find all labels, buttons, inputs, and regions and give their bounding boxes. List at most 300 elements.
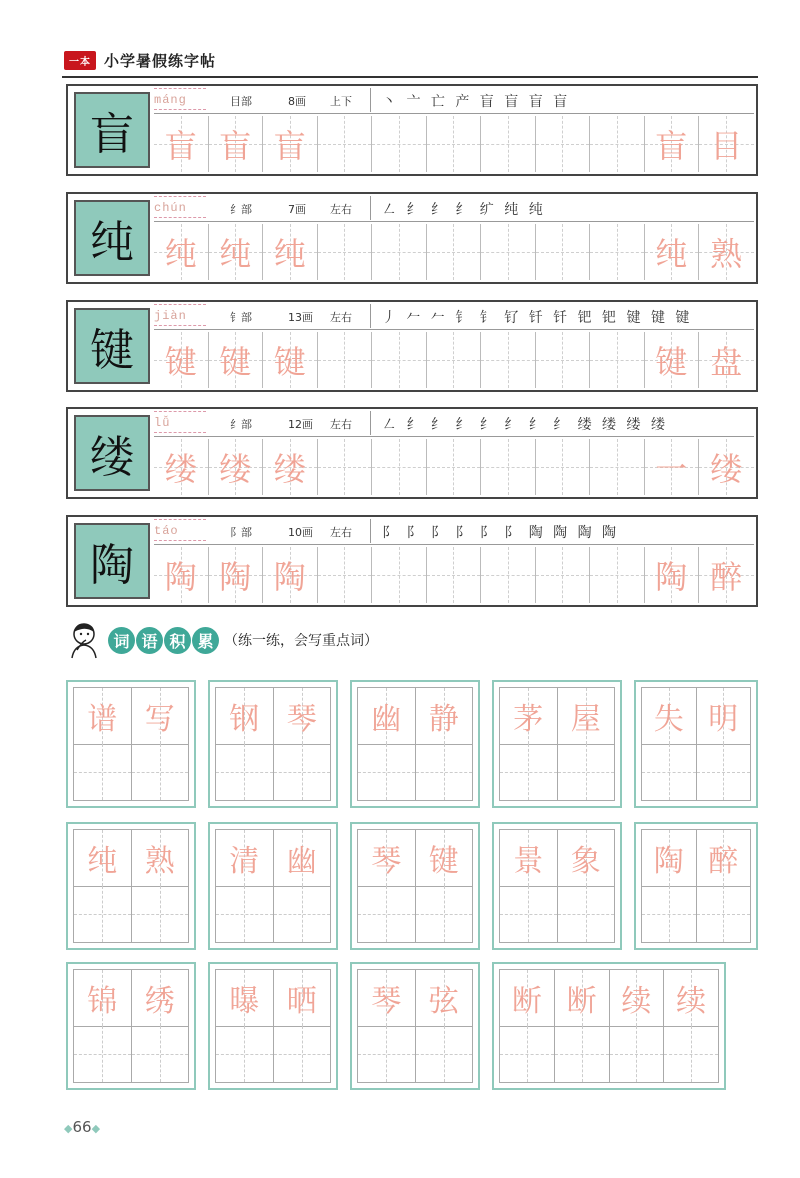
model-character-box [74,523,150,599]
model-character: 键 [90,325,134,376]
word-box [492,962,726,1090]
word-trace-character: 幽 [371,702,402,737]
badge-group [108,627,220,654]
practice-cell[interactable] [645,224,700,280]
word-cell[interactable] [216,688,274,800]
word-trace-character: 景 [513,844,544,879]
practice-cell[interactable] [590,439,645,495]
word-trace-character: 幽 [286,844,317,879]
practice-cell[interactable] [481,332,536,388]
word-trace-character: 晒 [286,984,317,1019]
info-divider [370,304,371,328]
trace-character [372,332,426,388]
trace-character: 一 [655,450,688,488]
word-write-cell[interactable] [642,886,696,942]
structure: 左右 [330,311,352,324]
trace-character [536,439,590,495]
trace-character: 缕 [164,450,197,488]
practice-cell[interactable] [536,116,591,172]
trace-character [427,547,481,603]
page-number-text: 66 [72,1118,92,1136]
word-box [492,680,622,808]
word-cell[interactable] [416,688,473,800]
trace-character [590,439,644,495]
word-write-cell[interactable] [500,886,557,942]
word-trace-character: 琴 [286,702,317,737]
word-write-cell[interactable] [416,886,473,942]
trace-character [536,224,590,280]
word-write-cell[interactable] [416,744,473,800]
practice-cell[interactable] [699,439,754,495]
word-box [208,822,338,950]
word-trace-character: 断 [566,984,597,1019]
model-character: 缕 [90,432,134,483]
word-trace-character: 弦 [428,984,459,1019]
stroke-order: 丿 𠂉 𠂉 钅 钅 钌 钎 钎 钯 钯 键 键 键 [382,310,693,326]
word-cell[interactable] [697,830,751,942]
word-trace-character: 清 [229,844,260,879]
char-info [154,517,754,545]
word-write-cell[interactable] [132,744,189,800]
pinyin-guide [154,411,206,433]
section-badge: 语 [136,627,163,654]
word-write-cell[interactable] [358,1026,415,1082]
word-grid [215,687,331,801]
practice-cell[interactable] [645,332,700,388]
model-character: 陶 [90,540,134,591]
word-trace-character: 琴 [371,984,402,1019]
radical: 纟部 [230,203,252,216]
word-write-cell[interactable] [132,1026,189,1082]
word-cell[interactable] [558,830,615,942]
model-character-box [74,200,150,276]
trace-character [318,332,372,388]
word-trace-character: 曝 [229,984,260,1019]
structure: 左右 [330,418,352,431]
word-cell[interactable] [664,970,718,1082]
section-note: （练一练，会写重点词） [224,633,378,649]
word-cell[interactable] [74,970,132,1082]
page-header [64,50,216,70]
pinyin-guide [154,196,206,218]
book-title: 小学暑假练字帖 [104,51,217,70]
structure: 上下 [330,95,352,108]
word-grid [499,969,719,1083]
word-cell[interactable] [274,688,331,800]
word-write-cell[interactable] [610,1026,664,1082]
word-cell[interactable] [216,830,274,942]
brand-logo: 一本 [64,51,96,70]
word-cell[interactable] [274,970,331,1082]
practice-cell[interactable] [590,547,645,603]
pinyin: lǚ [154,416,171,430]
word-write-cell[interactable] [555,1026,609,1082]
word-grid [357,969,473,1083]
trace-character [427,332,481,388]
trace-character: 陶 [273,558,306,596]
word-cell[interactable] [74,830,132,942]
practice-cell[interactable] [209,224,264,280]
practice-cell[interactable] [536,224,591,280]
practice-cell[interactable] [427,116,482,172]
stroke-order: ㇜ 纟 纟 纟 纟 纟 纟 纟 缕 缕 缕 缕 [382,417,668,433]
pinyin-guide [154,88,206,110]
trace-character [481,439,535,495]
char-row [66,300,758,392]
trace-character: 陶 [164,558,197,596]
word-grid [357,829,473,943]
pinyin-guide [154,304,206,326]
word-grid [73,969,189,1083]
word-trace-character: 醉 [708,844,739,879]
stroke-count: 7画 [288,203,306,216]
info-divider [370,196,371,220]
word-box [208,962,338,1090]
char-info [154,194,754,222]
word-write-cell[interactable] [664,1026,718,1082]
word-cell[interactable] [416,970,473,1082]
trace-character [590,547,644,603]
practice-cell[interactable] [699,116,754,172]
word-write-cell[interactable] [558,744,615,800]
practice-cell[interactable] [318,224,373,280]
word-grid [641,687,751,801]
practice-cell[interactable] [536,332,591,388]
trace-character: 盘 [710,343,743,381]
word-cell[interactable] [216,970,274,1082]
word-box [66,680,196,808]
trace-character: 陶 [655,558,688,596]
info-divider [370,411,371,435]
word-grid [73,687,189,801]
word-grid [641,829,751,943]
stroke-order: 丶 亠 亡 产 盲 盲 盲 盲 [382,94,571,110]
word-grid [215,829,331,943]
practice-cell[interactable] [699,332,754,388]
trace-character: 纯 [164,235,197,273]
practice-cell[interactable] [427,547,482,603]
word-trace-character: 钢 [229,702,260,737]
word-trace-character: 断 [511,984,542,1019]
model-character: 盲 [90,109,134,160]
model-character-box [74,92,150,168]
trace-character: 纯 [273,235,306,273]
word-trace-character: 陶 [653,844,684,879]
practice-grid [154,547,754,603]
word-trace-character: 纯 [87,844,118,879]
word-box [66,962,196,1090]
word-trace-character: 谱 [87,702,118,737]
word-write-cell[interactable] [558,886,615,942]
word-cell[interactable] [500,830,558,942]
trace-character: 缕 [219,450,252,488]
practice-cell[interactable] [263,547,318,603]
practice-cell[interactable] [154,439,209,495]
trace-character [590,332,644,388]
char-info [154,409,754,437]
practice-grid [154,116,754,172]
stroke-order: 阝 阝 阝 阝 阝 阝 陶 陶 陶 陶 [382,525,620,541]
word-write-cell[interactable] [274,744,331,800]
practice-cell[interactable] [209,439,264,495]
practice-cell[interactable] [263,116,318,172]
practice-cell[interactable] [481,224,536,280]
word-cell[interactable] [500,688,558,800]
structure: 左右 [330,203,352,216]
word-cell[interactable] [610,970,665,1082]
trace-character [536,547,590,603]
practice-cell[interactable] [318,439,373,495]
trace-character: 键 [219,343,252,381]
trace-character [372,547,426,603]
trace-character [481,116,535,172]
word-write-cell[interactable] [697,744,751,800]
word-write-cell[interactable] [500,1026,554,1082]
word-cell[interactable] [558,688,615,800]
model-character-box [74,415,150,491]
word-cell[interactable] [132,970,189,1082]
word-grid [215,969,331,1083]
trace-character: 盲 [273,127,306,165]
word-cell[interactable] [358,830,416,942]
practice-cell[interactable] [154,116,209,172]
char-row [66,84,758,176]
trace-character [481,547,535,603]
trace-character: 键 [273,343,306,381]
trace-character: 盲 [655,127,688,165]
char-row [66,515,758,607]
word-trace-character: 写 [144,702,175,737]
char-row [66,192,758,284]
word-box [208,680,338,808]
practice-cell[interactable] [318,332,373,388]
word-trace-character: 静 [428,702,459,737]
practice-cell[interactable] [481,116,536,172]
word-write-cell[interactable] [216,886,273,942]
word-cell[interactable] [500,970,555,1082]
stroke-order: ㇜ 纟 纟 纟 纩 纯 纯 [382,202,546,218]
practice-cell[interactable] [536,547,591,603]
radical: 阝部 [230,526,252,539]
practice-cell[interactable] [372,439,427,495]
model-character-box [74,308,150,384]
word-grid [73,829,189,943]
child-thinking-icon [62,620,102,660]
word-trace-character: 续 [676,984,707,1019]
radical: 钅部 [230,311,252,324]
page-number: ◆66◆ [64,1118,101,1136]
char-info [154,302,754,330]
vocab-section-header [62,620,378,660]
structure: 左右 [330,526,352,539]
practice-cell[interactable] [318,116,373,172]
word-write-cell[interactable] [74,1026,131,1082]
trace-character: 键 [164,343,197,381]
practice-cell[interactable] [481,547,536,603]
section-badge: 词 [108,627,135,654]
word-grid [357,687,473,801]
practice-cell[interactable] [427,439,482,495]
word-cell[interactable] [358,970,416,1082]
stroke-count: 13画 [288,311,313,324]
word-write-cell[interactable] [358,886,415,942]
practice-cell[interactable] [645,547,700,603]
practice-cell[interactable] [318,547,373,603]
word-cell[interactable] [642,830,697,942]
trace-character [481,224,535,280]
word-cell[interactable] [416,830,473,942]
word-cell[interactable] [697,688,751,800]
trace-character: 目 [710,127,743,165]
practice-cell[interactable] [427,332,482,388]
model-character: 纯 [90,217,134,268]
trace-character: 缕 [710,450,743,488]
practice-cell[interactable] [263,332,318,388]
word-write-cell[interactable] [358,744,415,800]
practice-grid [154,439,754,495]
word-write-cell[interactable] [216,744,273,800]
practice-cell[interactable] [590,224,645,280]
word-write-cell[interactable] [132,886,189,942]
word-write-cell[interactable] [697,886,751,942]
trace-character [318,439,372,495]
word-trace-character: 失 [653,702,684,737]
practice-cell[interactable] [372,224,427,280]
practice-cell[interactable] [481,439,536,495]
pinyin: máng [154,93,187,107]
practice-cell[interactable] [645,439,700,495]
stroke-count: 8画 [288,95,306,108]
word-write-cell[interactable] [416,1026,473,1082]
trace-character [536,116,590,172]
word-trace-character: 茅 [513,702,544,737]
practice-cell[interactable] [372,332,427,388]
word-box [634,822,758,950]
word-write-cell[interactable] [216,1026,273,1082]
trace-character [590,116,644,172]
trace-character: 键 [655,343,688,381]
section-badge: 累 [192,627,219,654]
trace-character: 缕 [273,450,306,488]
trace-character [318,224,372,280]
trace-character [427,439,481,495]
practice-cell[interactable] [154,224,209,280]
word-box [66,822,196,950]
trace-character: 醉 [710,558,743,596]
practice-cell[interactable] [209,547,264,603]
word-trace-character: 明 [708,702,739,737]
word-write-cell[interactable] [500,744,557,800]
word-box [634,680,758,808]
word-write-cell[interactable] [642,744,696,800]
word-trace-character: 屋 [570,702,601,737]
trace-character: 盲 [219,127,252,165]
trace-character: 陶 [219,558,252,596]
trace-character: 纯 [655,235,688,273]
trace-character [372,224,426,280]
word-cell[interactable] [555,970,610,1082]
char-info [154,86,754,114]
practice-grid [154,224,754,280]
trace-character [536,332,590,388]
practice-cell[interactable] [263,439,318,495]
word-grid [499,829,615,943]
word-write-cell[interactable] [274,1026,331,1082]
practice-cell[interactable] [154,547,209,603]
trace-character [427,116,481,172]
word-trace-character: 琴 [371,844,402,879]
practice-cell[interactable] [590,332,645,388]
info-divider [370,519,371,543]
trace-character [318,547,372,603]
trace-character: 纯 [219,235,252,273]
trace-character [427,224,481,280]
word-trace-character: 象 [570,844,601,879]
word-box [350,962,480,1090]
practice-cell[interactable] [645,116,700,172]
pinyin: jiàn [154,309,187,323]
practice-cell[interactable] [154,332,209,388]
trace-character [481,332,535,388]
practice-cell[interactable] [209,332,264,388]
word-trace-character: 续 [621,984,652,1019]
word-cell[interactable] [132,688,189,800]
word-trace-character: 熟 [144,844,175,879]
trace-character: 盲 [164,127,197,165]
word-cell[interactable] [132,830,189,942]
word-write-cell[interactable] [274,886,331,942]
section-badge: 积 [164,627,191,654]
practice-cell[interactable] [699,224,754,280]
practice-cell[interactable] [536,439,591,495]
trace-character: 熟 [710,235,743,273]
word-box [350,822,480,950]
word-cell[interactable] [274,830,331,942]
word-trace-character: 绣 [144,984,175,1019]
radical: 目部 [230,95,252,108]
practice-cell[interactable] [590,116,645,172]
practice-cell[interactable] [699,547,754,603]
char-row [66,407,758,499]
radical: 纟部 [230,418,252,431]
trace-character [590,224,644,280]
word-cell[interactable] [642,688,697,800]
practice-cell[interactable] [427,224,482,280]
info-divider [370,88,371,112]
word-box [350,680,480,808]
header-rule [62,76,758,78]
word-write-cell[interactable] [74,886,131,942]
trace-character [318,116,372,172]
practice-grid [154,332,754,388]
practice-cell[interactable] [209,116,264,172]
pinyin-guide [154,519,206,541]
stroke-count: 10画 [288,526,313,539]
practice-cell[interactable] [372,547,427,603]
practice-cell[interactable] [372,116,427,172]
word-cell[interactable] [74,688,132,800]
trace-character [372,439,426,495]
pinyin: chún [154,201,187,215]
stroke-count: 12画 [288,418,313,431]
word-box [492,822,622,950]
pinyin: táo [154,524,179,538]
word-write-cell[interactable] [74,744,131,800]
word-grid [499,687,615,801]
word-cell[interactable] [358,688,416,800]
word-trace-character: 锦 [87,984,118,1019]
practice-cell[interactable] [263,224,318,280]
